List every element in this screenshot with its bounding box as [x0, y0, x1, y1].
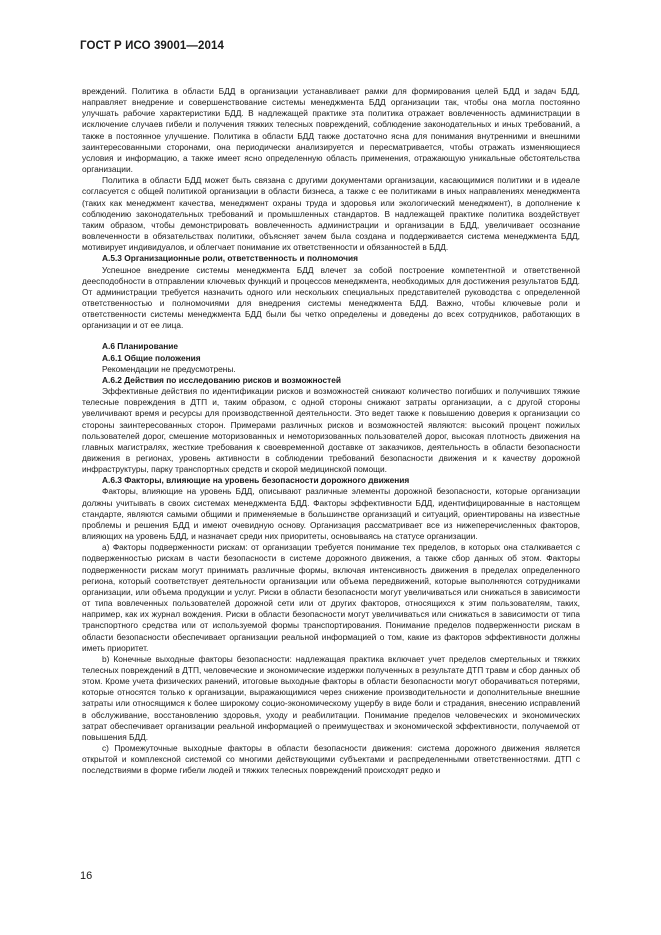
paragraph: с) Промежуточные выходные факторы в области безопасности движения: система дорожного движения является открытой и комплексной системой со многими действующими субъектами и распределенными ответственностями. ДТП с последствиями в форме гибели людей и тяжких телесных повреждений происходят редко и	[82, 743, 580, 776]
paragraph: b) Конечные выходные факторы безопасности: надлежащая практика включает учет пределов смертельных и тяжких телесных повреждений в ДТП, человеческие и экономические издержки полученных в результате ДТП травм и сбор данных об этом. Кроме учета физических ранений, итоговые выходные факторы в области безопасности могут оборачиваться потерями, которые относятся только к организации, выражающимися через снижение производительности и дополнительные внешние затраты или относящимся к более широкому социо-экономическому ущербу в виде боли и страдания, внесению исправлений в обслуживание, восстановлению здоровья, уходу и реабилитации. Понимание пределов человеческих и экономических затрат обеспечивает организации реальной информацией о преимуществах и экономической эффективности, получаемой от повышения БДД.	[82, 653, 580, 742]
paragraph: Успешное внедрение системы менеджмента БДД влечет за собой построение компетентной и ответственной деесподобности в отправлении ключевых функций и процессов менеджмента, необходимых для достижения результатов БДД. От администрации требуется назначить одного или нескольких специальных представителей руководства с определенной ответственностью и полномочиями для внедрения системы менеджмента БДД. Важно, чтобы ключевые роли и ответственности системы менеджмента БДД были бы четко определены и доведены до всех сотрудников, работающих в организации и от ее лица.	[82, 264, 580, 331]
paragraph: а) Факторы подверженности рискам: от организации требуется понимание тех пределов, в которых она сталкивается с подверженностью рискам в части безопасности в системе дорожного движения, а также сбор данных об этом. Факторы подверженности рискам могут принимать различные формы, включая интенсивность движения в пределах определенного региона, который соответствует деятельности организации или объема передвижений, которые выполняются сотрудниками организации, или объема продукции и услуг. Риски в области безопасности могут увеличиваться или снижаться в зависимости от типа вовлеченных пользователей дорожной сети или от других факторов, относящихся к этим пользователям, таких, например, как их журнал вождения. Риски в области безопасности могут увеличиваться или снижаться в зависимости от типа транспортного средства или от используемой формы транспортирования. Понимание пределов подверженности рискам в области безопасности обеспечивает организации реальной информацией о том, какие из факторов эффективности должны иметь приоритет.	[82, 542, 580, 653]
section-heading: А.6.3 Факторы, влияющие на уровень безопасности дорожного движения	[102, 475, 410, 486]
section-heading: А.5.3 Организационные роли, ответственность и полномочия	[102, 253, 359, 264]
paragraph: вреждений. Политика в области БДД в организации устанавливает рамки для формирования целей БДД и задач БДД, направляет внедрение и совершенствование системы менеджмента БДД организации так, чтобы она могла постоянно улучшать рабочие характеристики БДД. В надлежащей практике эта политика отражает вовлеченность администрации в исключение случаев гибели и получения тяжких телесных повреждений, соблюдение законодательных и иных требований, а также в постоянное улучшение. Политика в области БДД также достаточно ясна для понимания внутренними и внешними заинтересованными сторонами, она периодически анализируется и пересматривается, чтобы отражать изменяющиеся условия и информацию, а также имеет ясно определенную область применения, отражающую уникальные обстоятельства организации.	[82, 86, 580, 175]
paragraph: Рекомендации не предусмотрены.	[102, 363, 236, 374]
section-heading: А.6.2 Действия по исследованию рисков и возможностей	[102, 374, 341, 385]
paragraph: Эффективные действия по идентификации рисков и возможностей снижают количество погибших и получивших тяжкие телесные повреждения в ДТП и, таким образом, с одной стороны снижают затраты организации, а с другой стороны увеличивают время и ресурсы для производственной деятельности. Это ведет также к повышению доверия к организации со стороны заинтересованных сторон. Примерами различных рисков и возможностей являются: высокий процент пожилых пользователей дорог, смешение моторизованных и немоторизованных пользователей дорог, высокая плотность движения на главных магистралях, жесткие требования к своевременной доставке от заказчиков, деятельность в области безопасности движения в регионах, уровень активности в соблюдении требований безопасности движения и к качеству дорожной инфраструктуры, парку транспортных средств и скорой медицинской помощи.	[82, 386, 580, 475]
paragraph: Факторы, влияющие на уровень БДД, описывают различные элементы дорожной безопасности, которые организации должны учитывать в своих системах менеджмента БДД. Факторы эффективности БДД, идентифицированные в настоящем стандарте, являются самыми общими и применяемые в большинстве организаций и ситуаций, ориентированы на известные проблемы и решения БДД и имеют очевидную основу. Организация рассматривает все из нижеперечисленных факторов, влияющих на уровень БДД, и назначает среди них приоритеты, основываясь на статусе организации.	[82, 486, 580, 542]
page-header-title: ГОСТ Р ИСО 39001—2014	[80, 40, 225, 52]
paragraph: Политика в области БДД может быть связана с другими документами организации, касающимися политики и в идеале согласуется с общей политикой организации в области бизнеса, а также с ее политиками в иных направлениях менеджмента (таких как менеджмент качества, менеджмент охраны труда и здоровья или экологический менеджмент), в дополнение к соблюдению законодательных требований и промышленных стандартов. В надлежащей практике политика воздействует таким образом, чтобы демонстрировать вовлеченность администрации и организации в БДД, увеличивает осознание вовлеченности в обязательствах политики, объясняет зачем была создана и поддерживается система менеджмента БДД, мотивирует индивидуалов, и облегчает понимание их ответственности и обязанностей в БДД.	[82, 175, 580, 253]
document-body	[82, 86, 580, 777]
page-number: 16	[80, 870, 93, 882]
section-heading: А.6 Планирование	[102, 341, 179, 352]
section-gap	[82, 331, 580, 341]
section-heading: А.6.1 Общие положения	[102, 352, 201, 363]
